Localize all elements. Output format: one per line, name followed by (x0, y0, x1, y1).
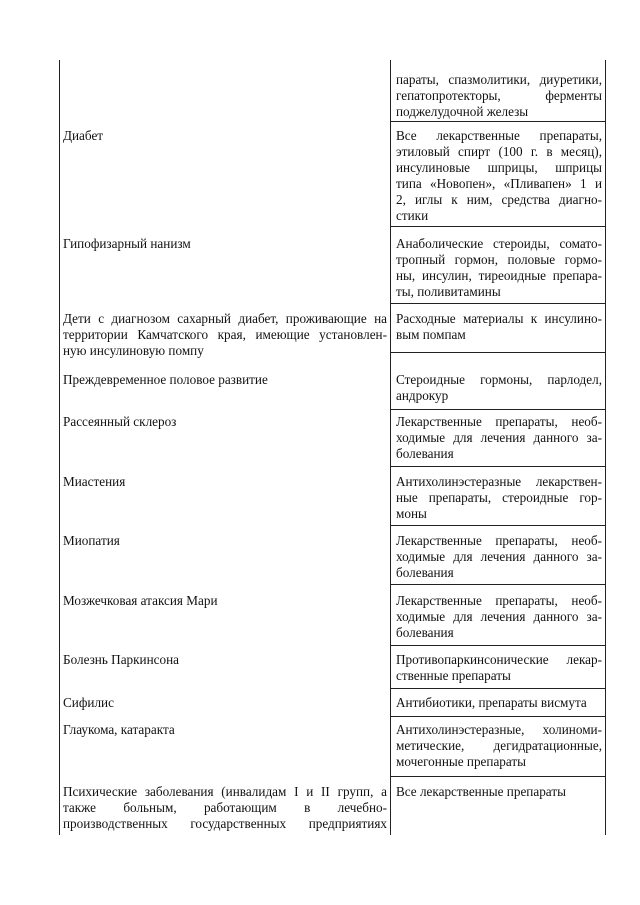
table-right-border (605, 60, 606, 835)
table-row-divider (391, 226, 605, 227)
drugs-cell (396, 414, 602, 462)
drugs-line: Все лекарственные препараты (396, 784, 566, 799)
drugs-line: андрокур (396, 388, 449, 403)
drugs-line: болевания (396, 565, 454, 580)
drugs-line: Лекарственные препараты, необ- (396, 414, 602, 429)
drugs-cell (396, 533, 602, 581)
drugs-line: ходимые для лечения данного за- (396, 549, 602, 564)
drugs-line: ходимые для лечения данного за- (396, 609, 602, 624)
table-row-divider (391, 352, 605, 353)
disease-cell (63, 695, 387, 711)
table-row-divider (391, 584, 605, 585)
drugs-line: Противопаркинсонические лекар- (396, 652, 602, 667)
drugs-line: Все лекарственные препараты, (396, 128, 602, 143)
disease-cell (63, 128, 387, 144)
drugs-line: типа «Новопен», «Пливапен» 1 и (396, 176, 602, 191)
drugs-line: Лекарственные препараты, необ- (396, 533, 602, 548)
disease-line: Миастения (63, 474, 126, 489)
drugs-line: моны (396, 506, 427, 521)
drugs-line: поджелудочной железы (396, 104, 529, 119)
disease-line: Диабет (63, 128, 104, 143)
table-row-divider (391, 525, 605, 526)
drugs-line: Антибиотики, препараты висмута (396, 695, 587, 710)
drugs-cell (396, 372, 602, 404)
disease-line: Миопатия (63, 533, 120, 548)
drugs-cell (396, 236, 602, 300)
disease-cell (63, 593, 387, 609)
drugs-line: вым помпам (396, 327, 466, 342)
disease-line: территории Камчатского края, имеющие установлен- (63, 327, 387, 342)
drugs-line: Расходные материалы к инсулино- (396, 311, 602, 326)
disease-line: Сифилис (63, 695, 114, 710)
drugs-line: болевания (396, 446, 454, 461)
drugs-cell (396, 72, 602, 120)
disease-cell (63, 311, 387, 359)
disease-line: Рассеянный склероз (63, 414, 177, 429)
drugs-line: тропный гормон, половые гормо- (396, 252, 602, 267)
drugs-line: ственные препараты (396, 668, 511, 683)
drugs-cell (396, 722, 602, 770)
disease-line: Болезнь Паркинсона (63, 652, 180, 667)
table-row-divider (391, 688, 605, 689)
drugs-cell (396, 652, 602, 684)
drugs-line: Стероидные гормоны, парлодел, (396, 372, 602, 387)
table-row-divider (391, 776, 605, 777)
drugs-cell (396, 593, 602, 641)
drugs-line: этиловый спирт (100 г. в месяц), (396, 144, 602, 159)
disease-line: Преждевременное половое развитие (63, 372, 268, 387)
drugs-cell (396, 695, 602, 711)
table-row-divider (391, 409, 605, 410)
drugs-line: инсулиновые шприцы, шприцы (396, 160, 602, 175)
disease-cell (63, 533, 387, 549)
table-row-divider (391, 645, 605, 646)
disease-cell (63, 784, 387, 832)
drugs-line: стики (396, 208, 429, 223)
drugs-line: 2, иглы к ним, средства диагно- (396, 192, 602, 207)
drugs-line: Анаболические стероиды, сомато- (396, 236, 602, 251)
table-column-divider (390, 60, 391, 835)
drugs-cell (396, 784, 602, 800)
drugs-line: параты, спазмолитики, диуретики, (396, 72, 602, 87)
disease-line: Дети с диагнозом сахарный диабет, проживающие на (63, 311, 387, 326)
disease-cell (63, 652, 387, 668)
disease-line: также больным, работающим в лечебно- (63, 800, 387, 815)
drugs-cell (396, 474, 602, 522)
disease-cell (63, 722, 387, 738)
disease-cell (63, 372, 387, 388)
drugs-line: ходимые для лечения данного за- (396, 430, 602, 445)
drugs-line: гепатопротекторы, ферменты (396, 88, 602, 103)
disease-cell (63, 474, 387, 490)
drugs-line: Антихолинэстеразные лекарствен- (396, 474, 602, 489)
drugs-line: болевания (396, 625, 454, 640)
disease-line: производственных государственных предприятиях (63, 816, 387, 831)
table-left-border (59, 60, 60, 835)
drugs-line: ны, инсулин, тиреоидные препара- (396, 268, 602, 283)
drugs-cell (396, 128, 602, 224)
table-row-divider (391, 303, 605, 304)
disease-line: ную инсулиновую помпу (63, 343, 204, 358)
disease-line: Психические заболевания (инвалидам I и II групп, а (63, 784, 387, 799)
table-row-divider (391, 466, 605, 467)
disease-cell (63, 236, 387, 252)
drugs-line: мочегонные препараты (396, 754, 527, 769)
table-row-divider (391, 716, 605, 717)
table-row-divider (391, 121, 605, 122)
disease-line: Глаукома, катаракта (63, 722, 175, 737)
drugs-line: ты, поливитамины (396, 284, 501, 299)
drugs-line: метические, дегидратационные, (396, 738, 602, 753)
disease-line: Гипофизарный нанизм (63, 236, 191, 251)
disease-line: Мозжечковая атаксия Мари (63, 593, 218, 608)
drugs-cell (396, 311, 602, 343)
disease-cell (63, 414, 387, 430)
drugs-line: Лекарственные препараты, необ- (396, 593, 602, 608)
drugs-line: ные препараты, стероидные гор- (396, 490, 602, 505)
drugs-line: Антихолинэстеразные, холиноми- (396, 722, 602, 737)
